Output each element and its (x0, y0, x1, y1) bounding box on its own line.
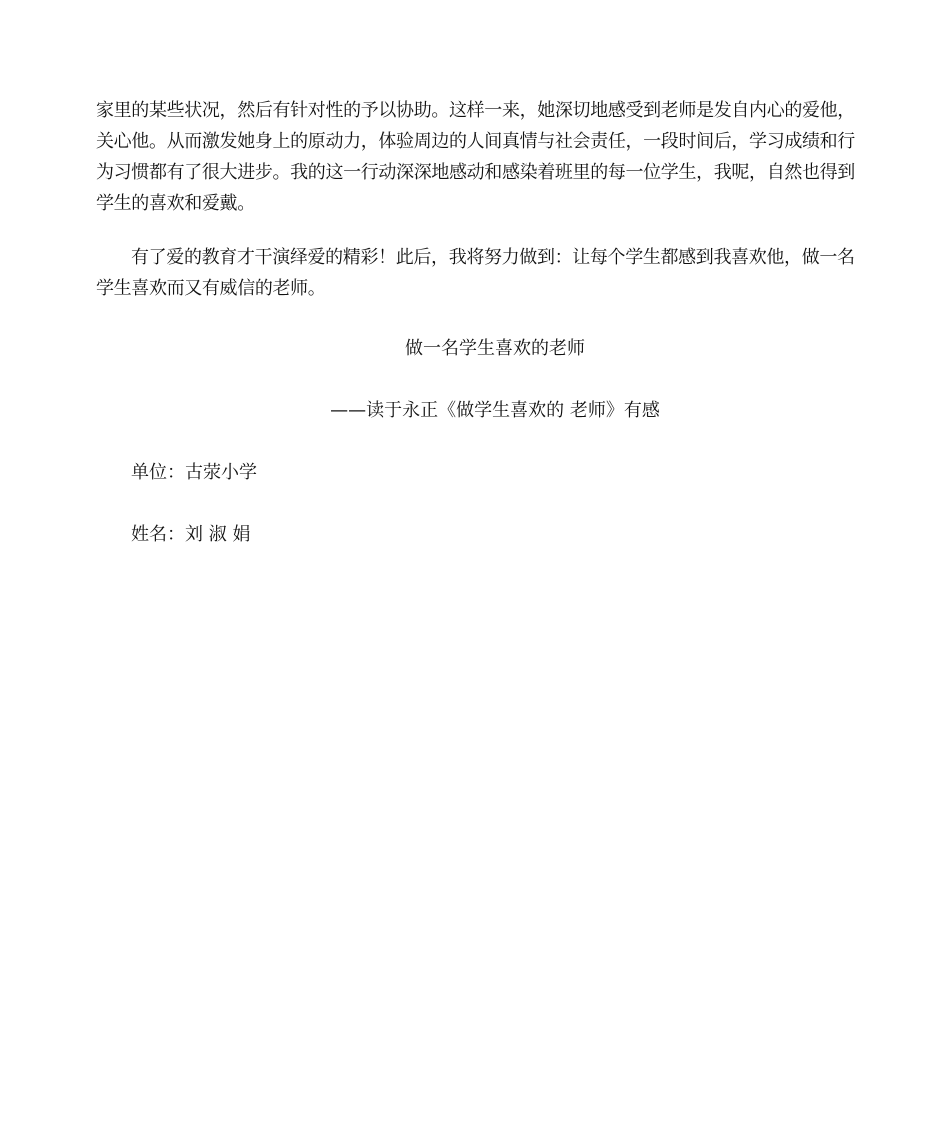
author-unit: 单位：古荥小学 (131, 462, 257, 483)
body-paragraph-2: 有了爱的教育才干演绎爱的精彩！此后，我将努力做到：让每个学生都感到我喜欢他，做一名学生喜欢而又有威信的老师。 (96, 247, 855, 299)
author-name: 姓名：刘 淑 娟 (131, 524, 251, 545)
essay-title: 做一名学生喜欢的老师 (405, 338, 585, 359)
essay-subtitle: ——读于永正《做学生喜欢的 老师》有感 (330, 400, 660, 421)
body-paragraph-1: 家里的某些状况，然后有针对性的予以协助。这样一来，她深切地感受到老师是发自内心的爱他，关心他。从而激发她身上的原动力，体验周边的人间真情与社会责任，一段时间后，学习成绩和行为习惯都有了很大进步。我的这一行动深深地感动和感染着班里的每一位学生，我呢，自然也得到学生的喜欢和爱戴。 (96, 100, 855, 214)
